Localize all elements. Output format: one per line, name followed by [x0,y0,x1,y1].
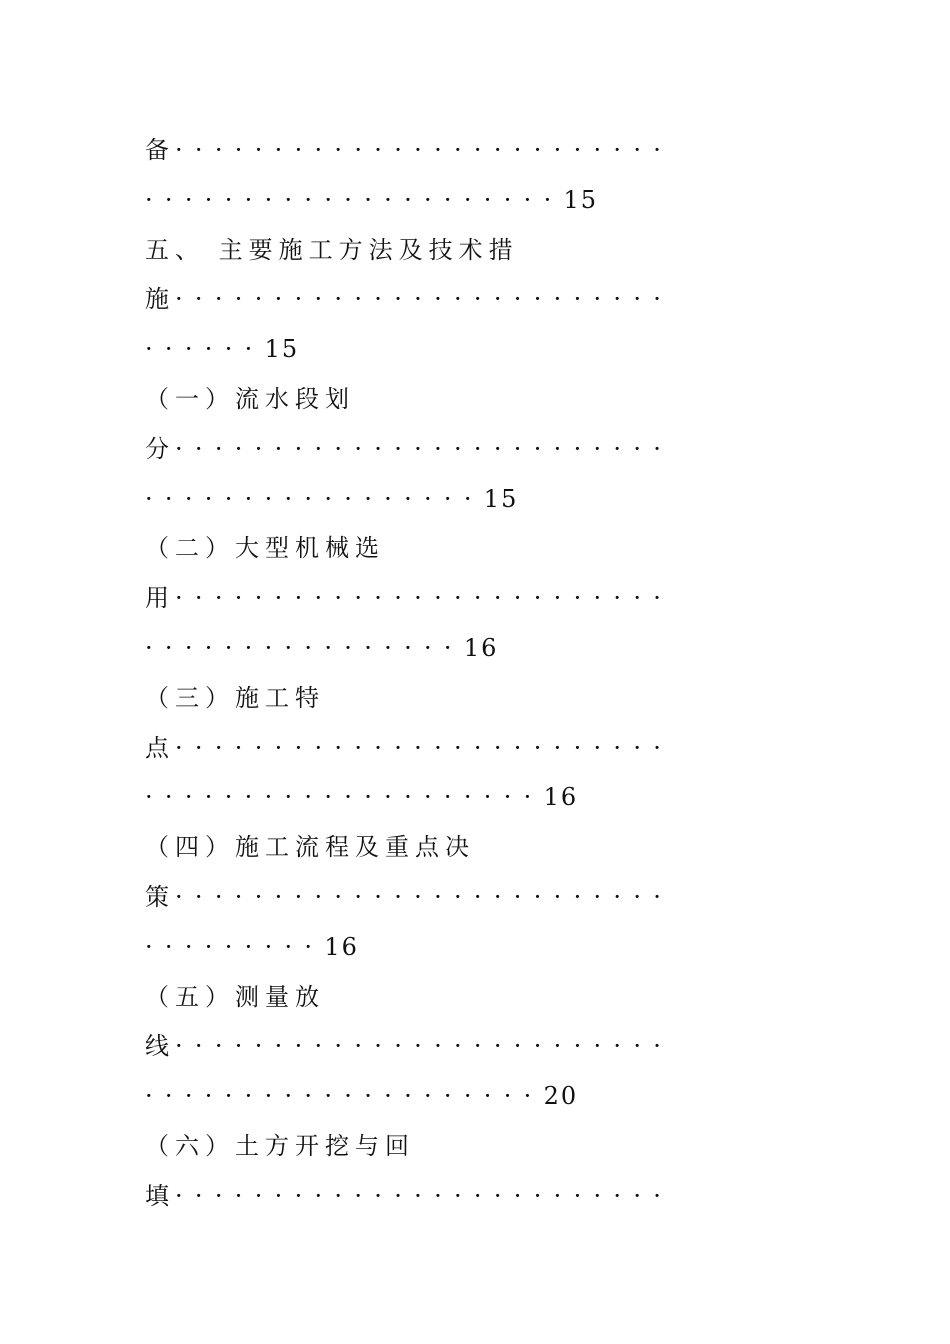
toc-page-number: 16 [324,932,359,961]
toc-line [145,1172,785,1222]
toc-entry-text: 线 [145,1032,175,1061]
toc-leader-dots: ························· [175,1032,674,1061]
toc-line [145,325,785,375]
toc-page-number: 15 [563,185,599,214]
toc-leader-dots: ························· [175,285,674,314]
toc-leader-dots: ········· [145,932,325,961]
toc-entry-text: 分 [145,434,175,463]
toc-leader-dots: ························· [175,136,674,164]
toc-line [145,176,785,226]
toc-line [145,1022,785,1072]
toc-line [145,574,785,624]
toc-line [145,1122,785,1172]
toc-leader-dots: ················· [145,484,484,513]
toc-page-number: 20 [543,1082,579,1111]
toc-leader-dots: ······ [145,335,265,364]
toc-entry-text: （二）大型机械选 [145,534,385,563]
toc-line [145,923,785,973]
toc-line [145,823,785,873]
toc-entry-text: （四）施工流程及重点决 [145,833,475,862]
toc-leader-dots: ························· [175,584,674,613]
toc-entry-text: 策 [145,882,175,911]
toc-line [145,226,785,276]
toc-entry-text: （一）流水段划 [145,384,355,413]
toc-line [145,624,785,674]
toc-entry-text: （三）施工特 [145,683,325,712]
toc-leader-dots: ························· [175,434,674,463]
toc-page-number: 16 [543,783,579,812]
toc-line [145,425,785,475]
toc-entry-text: 五、 主要施工方法及技术措 [145,235,519,264]
toc-line [145,126,785,176]
toc-entry-text: 用 [145,584,175,613]
toc-line [145,275,785,325]
table-of-contents [145,126,785,1222]
toc-line [145,773,785,823]
toc-page-number: 16 [463,633,499,662]
toc-line [145,1072,785,1122]
toc-entry-text: 备 [145,136,175,164]
toc-leader-dots: ···················· [145,783,544,812]
toc-page-number: 15 [264,335,300,364]
toc-entry-text: 填 [145,1181,175,1210]
toc-line [145,873,785,923]
toc-leader-dots: ························· [175,1181,674,1210]
toc-line [145,475,785,525]
toc-entry-text: 施 [145,285,175,314]
toc-leader-dots: ················ [145,633,464,662]
toc-leader-dots: ···················· [145,1082,544,1111]
toc-line [145,973,785,1023]
toc-line [145,724,785,774]
toc-line [145,524,785,574]
toc-entry-text: 点 [145,733,175,762]
toc-leader-dots: ························· [175,733,674,762]
toc-entry-text: （六）土方开挖与回 [145,1131,415,1160]
toc-leader-dots: ····················· [145,185,564,214]
toc-line [145,674,785,724]
toc-page-number: 15 [483,484,519,513]
toc-leader-dots: ························· [175,882,674,911]
toc-entry-text: （五）测量放 [145,982,325,1011]
toc-line [145,375,785,425]
